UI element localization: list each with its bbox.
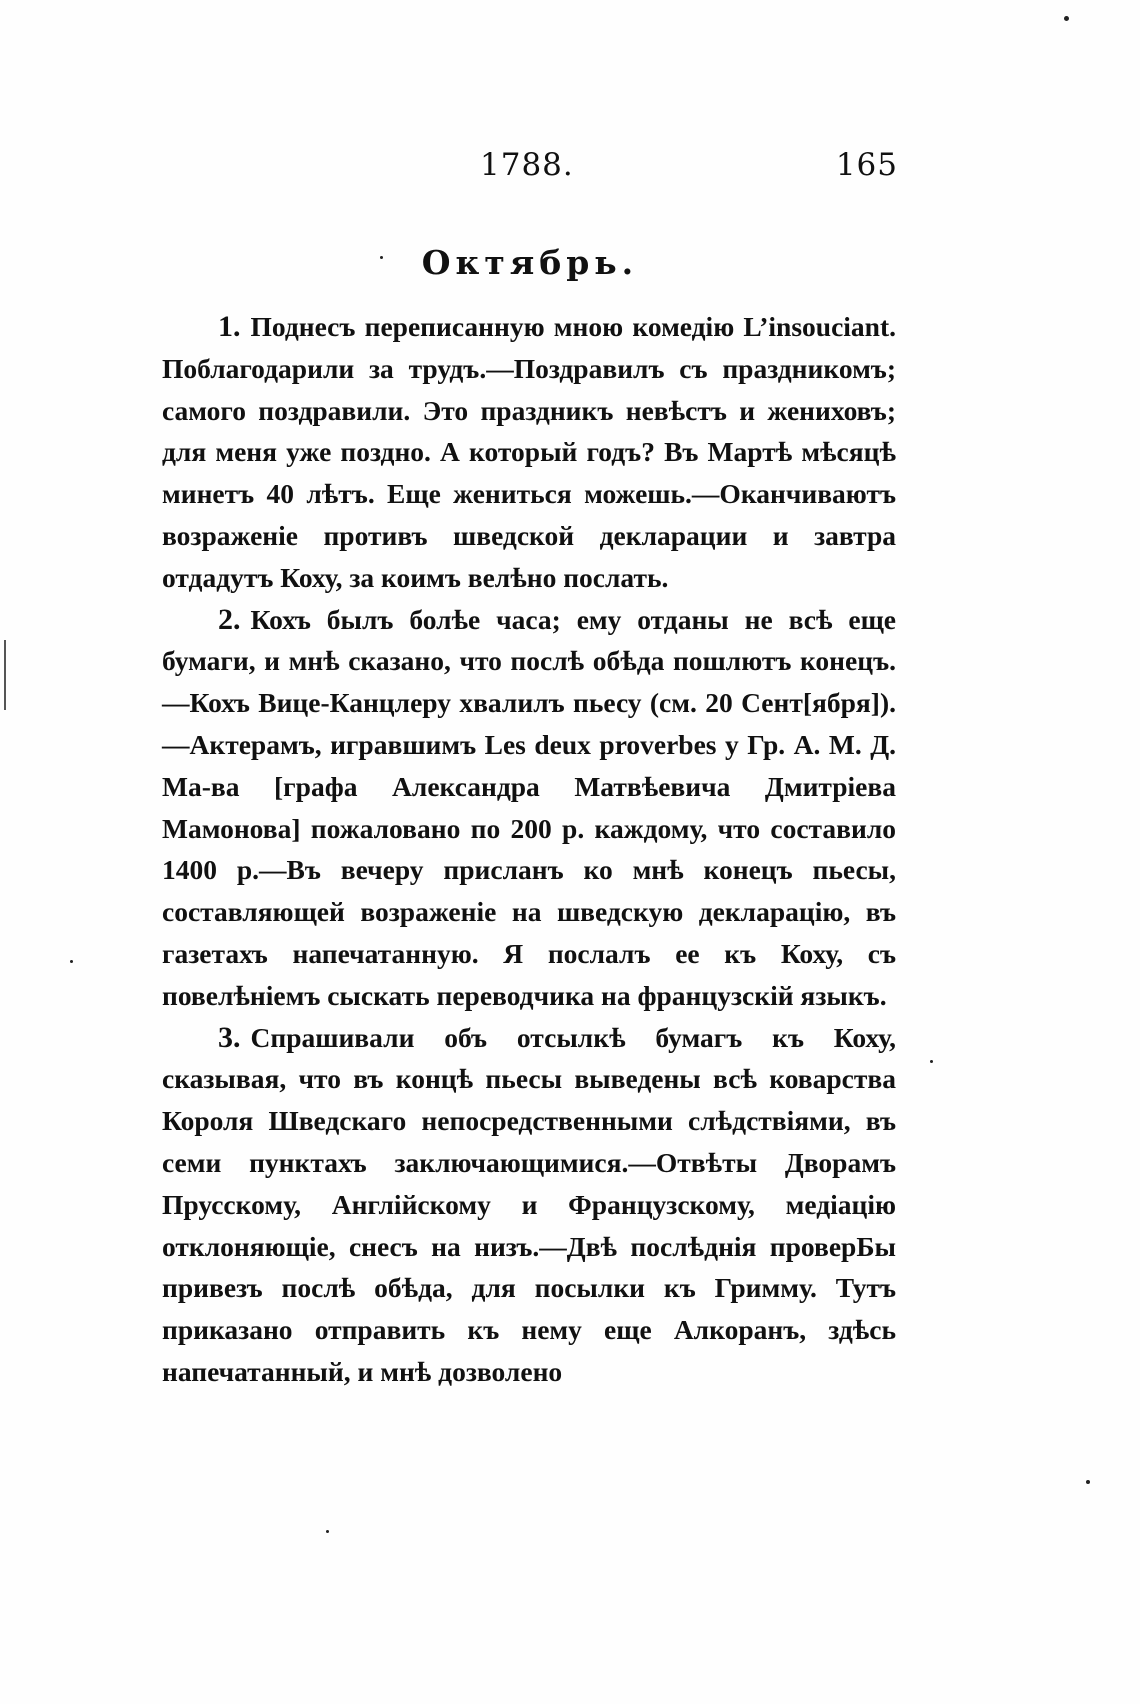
page-number: 165 [835, 147, 898, 183]
running-header [160, 140, 900, 190]
diary-entry-3 [162, 1017, 896, 1393]
scan-edge-line [4, 640, 6, 710]
header-year: 1788. [480, 147, 574, 183]
entry-number: 1. [218, 310, 241, 343]
scan-speck [326, 1530, 329, 1533]
scan-speck [380, 256, 383, 259]
diary-entry-1 [162, 306, 896, 599]
entry-text: Кохъ былъ болѣе часа; ему отданы не всѣ еще бумаги, и мнѣ сказано, что послѣ обѣда пошлютъ конецъ.—Кохъ Вице-Канцлеру хвалилъ пьесу (см. 20 Сент[ября]).—Актерамъ, игравшимъ Les deux proverbes у Гр. А. М. Д. Ма-ва [графа Александра Матвѣевича Дмитріева Мамонова] пожаловано по 200 р. каждому, что составило 1400 р.—Въ вечеру присланъ ко мнѣ конецъ пьесы, составляющей возраженіе на шведскую декларацію, въ газетахъ напечатанную. Я послалъ ее къ Коху, съ повелѣніемъ сыскать переводчика на французскій языкъ. [162, 603, 896, 1011]
diary-entry-2 [162, 599, 896, 1017]
scan-speck [1086, 1480, 1090, 1484]
scan-speck [1064, 16, 1069, 21]
section-title: Октябрь. [421, 243, 639, 282]
entry-text: Спрашивали объ отсылкѣ бумагъ къ Коху, сказывая, что въ концѣ пьесы выведены всѣ коварства Короля Шведскаго непосредственными слѣдствіями, въ семи пунктахъ заключающимися.—Отвѣты Дворамъ Прусскому, Англійскому и Французскому, медіацію отклоняющіе, снесъ на низъ.—Двѣ послѣднія проверБы привезъ послѣ обѣда, для посылки къ Гримму. Тутъ приказано отправить къ нему еще Алкоранъ, здѣсь напечатанный, и мнѣ дозволено [162, 1021, 896, 1387]
diary-body [162, 306, 896, 1393]
entry-number: 3. [218, 1020, 241, 1054]
entry-text: Поднесъ переписанную мною комедію L’insouciant. Поблагодарили за трудъ.—Поздравилъ съ праздникомъ; самого поздравили. Это праздникъ невѣстъ и жениховъ; для меня уже поздно. А который годъ? Въ Мартѣ мѣсяцѣ минетъ 40 лѣтъ. Еще жениться можешь.—Оканчиваютъ возраженіе противъ шведской декларации и завтра отдадутъ Коху, за коимъ велѣно послать. [162, 311, 896, 593]
scan-speck [70, 960, 73, 963]
entry-number: 2. [218, 602, 241, 636]
scan-speck [930, 1060, 933, 1063]
